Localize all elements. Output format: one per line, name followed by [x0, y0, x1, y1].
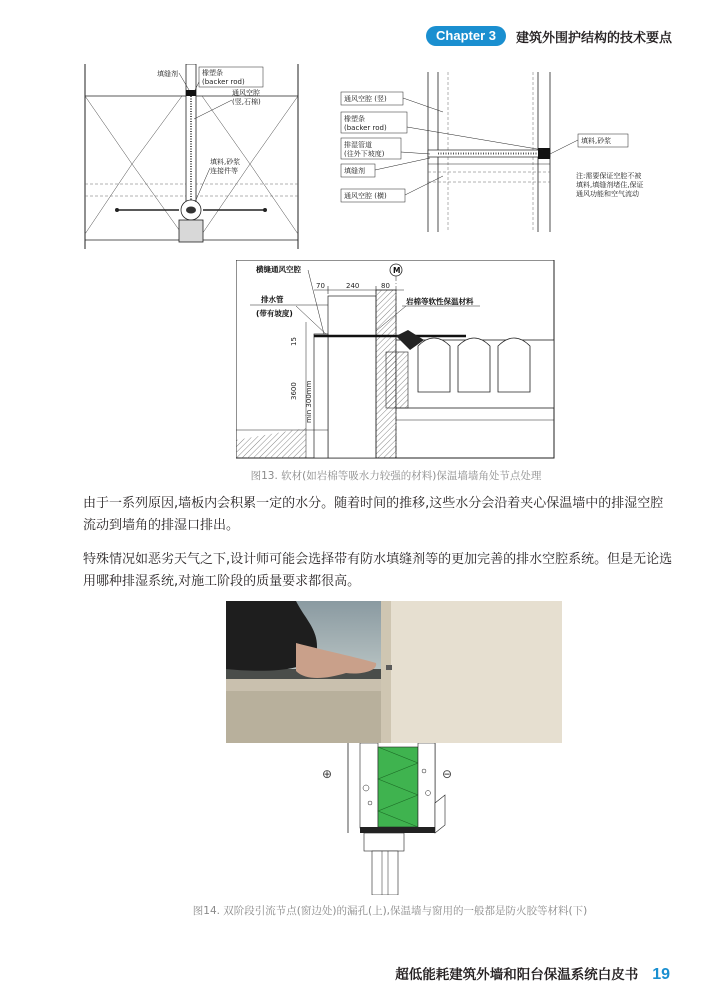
dim-15: 15 [290, 337, 298, 346]
page-header [426, 26, 672, 46]
chapter-badge: Chapter 3 [426, 26, 506, 46]
label-filler-2: 连接件等 [210, 167, 238, 175]
label-note-2: 填料,填缝剂堵住,保证 [576, 181, 644, 189]
label-note-1: 注:需要保证空腔不被 [576, 172, 642, 180]
label-drain-1: 排湿管道 [344, 141, 372, 149]
label-rockwool: 岩棉等软性保温材料 [406, 297, 474, 306]
page-number: 19 [652, 966, 670, 983]
label-sealant-2: 填缝剂 [344, 167, 365, 175]
dim-240: 240 [346, 282, 360, 290]
label-backer-rod-en: (backer rod) [202, 78, 245, 86]
dim-3600: 3600 [290, 382, 298, 400]
figure-wall-joint-section [338, 72, 678, 242]
figure-13-caption: 图13. 软材(如岩棉等吸水力较强的材料)保温墙墙角处节点处理 [250, 470, 542, 482]
label-vent-vertical: 通风空腔 (竖) [344, 95, 387, 103]
label-sealant: 填缝剂 [157, 70, 178, 78]
label-vent-cavity-2: (竖,石棉) [232, 98, 261, 106]
label-drain-pipe: 排水管 [261, 295, 284, 304]
label-filler-3: 填料,砂浆 [581, 137, 612, 145]
figure-14-caption: 图14. 双阶段引流节点(窗边处)的漏孔(上),保温墙与窗用的一般都是防火胶等材料(下) [192, 905, 588, 917]
page-footer [395, 963, 670, 984]
figure-14-photo [226, 601, 562, 743]
figure-13-corner-detail [236, 260, 556, 460]
label-note-3: 通风功能和空气流动 [576, 190, 639, 198]
label-vent-cavity-1: 通风空腔 [232, 89, 260, 97]
label-backer-rod-cn: 橡塑条 [202, 69, 223, 77]
label-vent-horizontal: 通风空腔 (横) [344, 192, 387, 200]
chapter-title: 建筑外围护结构的技术要点 [515, 30, 672, 46]
label-drain-2: (往外下坡度) [344, 150, 385, 158]
label-backer-rod-cn-2: 橡塑条 [344, 115, 365, 123]
dim-80: 80 [381, 282, 390, 290]
footer-title: 超低能耗建筑外墙和阳台保温系统白皮书 [395, 967, 639, 983]
label-backer-rod-en-2: (backer rod) [344, 124, 387, 132]
label-filler-1: 填料,砂浆 [210, 158, 241, 166]
paragraph-1: 由于一系列原因,墙板内会积累一定的水分。随着时间的推移,这些水分会沿着夹心保温墙中的排湿空腔流动到墙角的排湿口排出。 [83, 496, 664, 533]
label-horizontal-cavity: 横缝通风空腔 [256, 265, 301, 274]
dim-70: 70 [316, 282, 325, 290]
figure-wall-joint-elevation [82, 64, 307, 254]
dim-min: min 300mm [305, 380, 313, 423]
figure-14-drawing [300, 743, 470, 895]
label-drain-pipe-sub: (带有坡度) [256, 309, 293, 318]
minus-symbol: ⊖ [442, 767, 453, 781]
plus-symbol: ⊕ [322, 767, 333, 781]
axis-label: M [393, 266, 401, 275]
paragraph-2: 特殊情况如恶劣天气之下,设计师可能会选择带有防水填缝剂等的更加完善的排水空腔系统。但是无论选用哪种排湿系统,对施工阶段的质量要求都很高。 [83, 552, 673, 589]
